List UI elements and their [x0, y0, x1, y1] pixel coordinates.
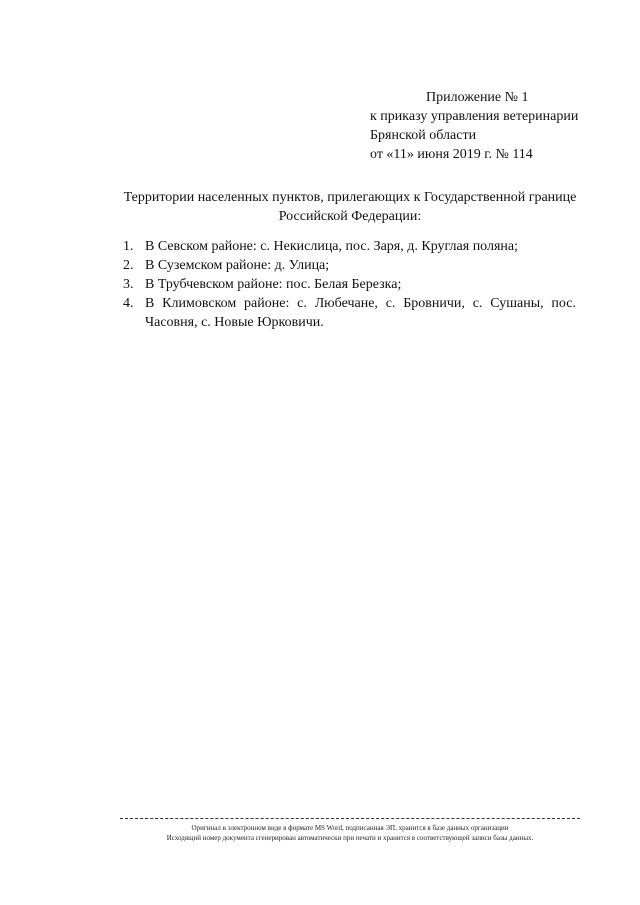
appendix-header [370, 88, 630, 164]
list-item [120, 275, 576, 294]
heading-line-1: Территории населенных пунктов, прилегающих к Государственной границе [123, 190, 577, 205]
list-item [120, 294, 576, 332]
appendix-region-line: Брянской области [370, 128, 477, 143]
footer-line-2: Исходящий номер документа сгенерирован автоматически при печати и хранится в соответствующей записи базы данных. [166, 834, 534, 842]
list-item-number: 3. [123, 277, 134, 292]
footer-note [120, 823, 580, 843]
document-footer [120, 818, 580, 843]
appendix-title: Приложение № 1 [426, 90, 529, 105]
list-item-text: В Севском районе: с. Некислица, пос. Заря, д. Круглая поляна; [145, 239, 519, 254]
document-heading [110, 188, 590, 226]
list-item-number: 2. [123, 258, 134, 273]
list-item-text: В Суземском районе: д. Улица; [145, 258, 330, 273]
list-item [120, 237, 576, 256]
appendix-order-line: к приказу управления ветеринарии [370, 109, 579, 124]
territory-list [120, 237, 576, 332]
list-item-number: 1. [123, 239, 134, 254]
list-item [120, 256, 576, 275]
heading-line-2: Российской Федерации: [278, 209, 422, 224]
list-item-text: В Трубчевском районе: пос. Белая Березка; [145, 277, 402, 292]
footer-line-1: Оригинал в электронном виде в формате MS Word, подписанная ЭП, хранится в базе данных организации [191, 824, 509, 832]
list-item-text: В Климовском районе: с. Любечане, с. Бровничи, с. Сушаны, пос. Часовня, с. Новые Юрковичи. [145, 296, 576, 330]
appendix-date-line: от «11» июня 2019 г. № 114 [370, 147, 533, 162]
list-item-number: 4. [123, 296, 134, 311]
footer-divider [120, 818, 580, 819]
